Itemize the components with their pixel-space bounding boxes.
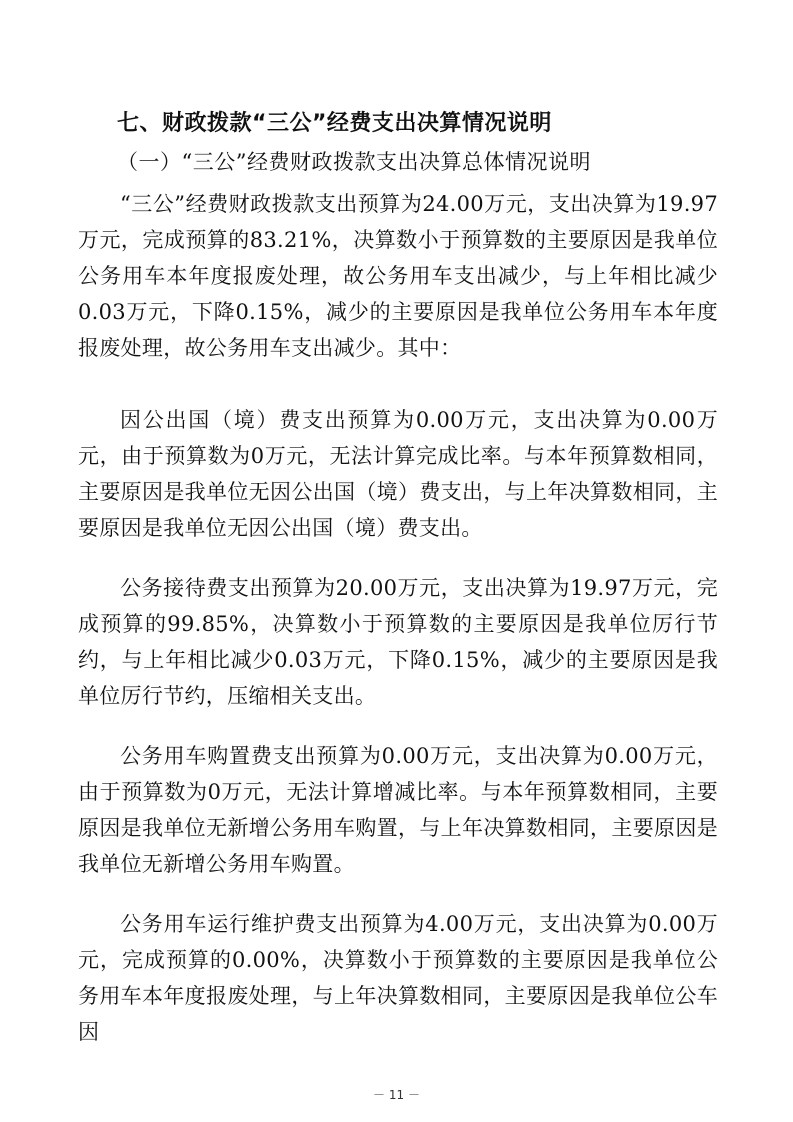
section-title: 七、财政拨款“三公”经费支出决算情况说明	[117, 111, 552, 136]
page-number: － 11 －	[373, 1088, 420, 1102]
paragraph-overseas-travel: 因公出国（境）费支出预算为0.00万元，支出决算为0.00万元，由于预算数为0万元，无法计算完成比率。与本年预算数相同，主要原因是我单位无因公出国（境）费支出，与上年决算数相同，主要原因是我单位无因公出国（境）费支出。	[78, 408, 718, 540]
paragraph-vehicle-purchase: 公务用车购置费支出预算为0.00万元，支出决算为0.00万元，由于预算数为0万元，无法计算增减比率。与本年预算数相同，主要原因是我单位无新增公务用车购置，与上年决算数相同，主要原因是我单位无新增公务用车购置。	[78, 744, 718, 876]
paragraph-block-5	[78, 906, 718, 1050]
paragraph-block-4	[78, 738, 718, 882]
paragraph-vehicle-maintenance: 公务用车运行维护费支出预算为4.00万元，支出决算为0.00万元，完成预算的0.00%，决算数小于预算数的主要原因是我单位公务用车本年度报废处理，与上年决算数相同，主要原因是我单位公车因	[78, 912, 718, 1044]
paragraph-block-2	[78, 402, 718, 546]
subsection-title: （一）“三公”经费财政拨款支出决算总体情况说明	[117, 150, 591, 174]
paragraph-official-reception: 公务接待费支出预算为20.00万元，支出决算为19.97万元，完成预算的99.85%，决算数小于预算数的主要原因是我单位厉行节约，与上年相比减少0.03万元，下降0.15%，减少的主要原因是我单位厉行节约，压缩相关支出。	[78, 576, 718, 708]
paragraph-block-1	[78, 186, 718, 366]
paragraph-overall-summary: “三公”经费财政拨款支出预算为24.00万元，支出决算为19.97万元，完成预算的83.21%，决算数小于预算数的主要原因是我单位公务用车本年度报废处理，故公务用车支出减少，与上年相比减少0.03万元，下降0.15%，减少的主要原因是我单位公务用车本年度报废处理，故公务用车支出减少。其中：	[78, 192, 718, 360]
paragraph-block-3	[78, 570, 718, 714]
